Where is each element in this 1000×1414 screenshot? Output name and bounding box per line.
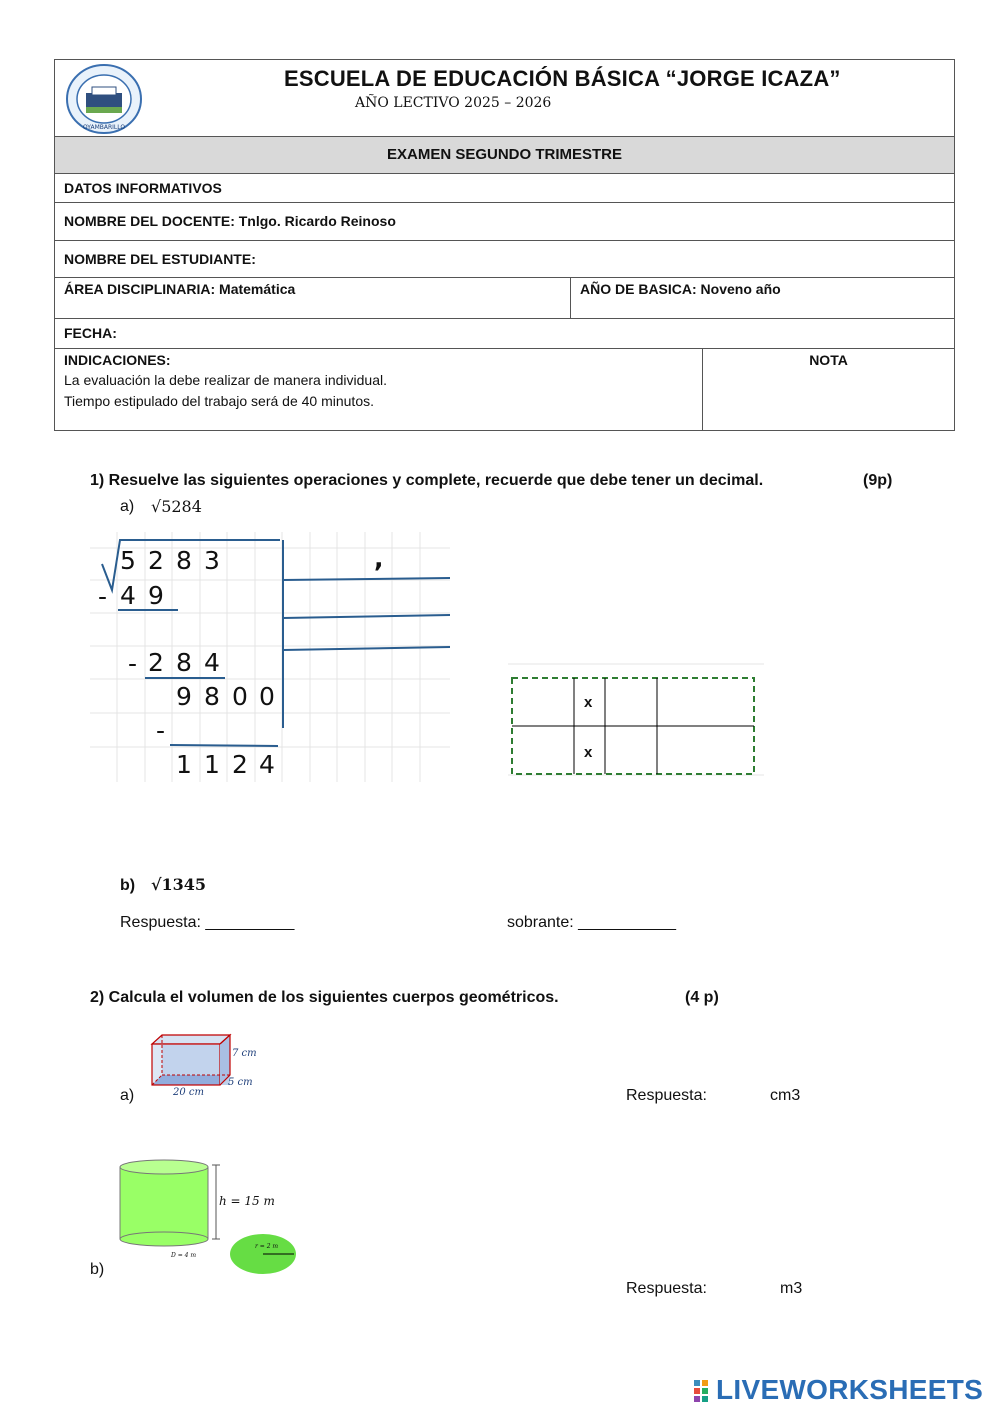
indicacion-1: La evaluación la debe realizar de manera individual.	[64, 372, 387, 388]
estudiante-row	[55, 241, 954, 278]
liveworksheets-logo-icon	[692, 1378, 718, 1404]
docente-row	[55, 203, 954, 241]
remainder-digit: 0	[259, 682, 275, 711]
root-comma: ,	[374, 544, 384, 573]
q2b-respuesta: Respuesta:	[626, 1280, 707, 1297]
q1b-sobrante[interactable]: sobrante: ___________	[507, 914, 677, 931]
sub-digit: 8	[176, 648, 192, 677]
school-logo	[64, 63, 144, 135]
grid-paper	[90, 532, 450, 782]
fecha-row	[55, 319, 954, 349]
radicand-digit: 5	[120, 546, 136, 575]
radicand-digit: 2	[148, 546, 164, 575]
prism-length: 20 cm	[173, 1087, 204, 1098]
result-digit: 2	[232, 750, 248, 779]
area-row	[55, 278, 954, 319]
q1a-label: a)	[120, 498, 135, 515]
q1b-label: b)	[120, 877, 136, 894]
q1b-expression: √1345	[151, 875, 207, 894]
q1-points: (9p)	[863, 472, 893, 489]
q2a-label: a)	[120, 1087, 135, 1104]
multiplication-box	[508, 660, 764, 780]
basica-label: AÑO DE BASICA: Noveno año	[580, 281, 781, 297]
exam-row	[55, 137, 954, 174]
school-year: AÑO LECTIVO 2025 – 2026	[355, 95, 552, 111]
prism-drawing	[140, 1030, 270, 1102]
sub-digit: 9	[148, 581, 164, 610]
prism-depth: 5 cm	[228, 1077, 253, 1088]
cylinder-figure	[115, 1155, 305, 1280]
minus-sign: -	[156, 716, 166, 745]
sqrt-work-area	[90, 532, 450, 782]
cell-divider	[570, 278, 571, 319]
radicand-digit: 8	[176, 546, 192, 575]
prism-figure	[140, 1030, 270, 1102]
cylinder-drawing	[115, 1155, 305, 1280]
mult-grid	[508, 660, 764, 780]
indicacion-2: Tiempo estipulado del trabajo será de 40 minutos.	[64, 393, 374, 409]
mult-x-2: x	[584, 744, 593, 761]
datos-label: DATOS INFORMATIVOS	[64, 180, 222, 196]
cylinder-diameter: D = 4 m	[171, 1252, 197, 1259]
radicand-digit: 3	[204, 546, 220, 575]
logo-text: OYAMBARILLO	[82, 124, 126, 131]
q2a-unit: cm3	[770, 1087, 801, 1104]
exam-title: EXAMEN SEGUNDO TRIMESTRE	[386, 146, 623, 163]
footer-brand	[692, 1376, 992, 1406]
q1a-expression: √5284	[151, 497, 202, 516]
q2b-unit: m3	[780, 1280, 803, 1297]
prism-height: 7 cm	[232, 1048, 257, 1059]
minus-sign: -	[98, 582, 108, 611]
datos-row	[55, 174, 954, 203]
brand-text: LIVEWORKSHEETS	[716, 1374, 984, 1405]
nota-label: NOTA	[809, 352, 848, 368]
header-table	[54, 59, 955, 431]
cylinder-height: h = 15 m	[219, 1194, 275, 1208]
cylinder-radius: r = 2 m	[255, 1243, 279, 1250]
q1-title: 1) Resuelve las siguientes operaciones y complete, recuerde que debe tener un decimal.	[90, 472, 764, 489]
q2-title: 2) Calcula el volumen de los siguientes cuerpos geométricos.	[90, 989, 559, 1006]
result-digit: 1	[176, 750, 192, 779]
docente-label: NOMBRE DEL DOCENTE: Tnlgo. Ricardo Reinoso	[64, 213, 396, 229]
fecha-label: FECHA:	[64, 325, 117, 341]
result-digit: 1	[204, 750, 220, 779]
result-digit: 4	[259, 750, 275, 779]
mult-x-1: x	[584, 694, 593, 711]
title-row	[55, 60, 954, 137]
minus-sign: -	[128, 649, 138, 678]
sub-digit: 4	[204, 648, 220, 677]
q2-points: (4 p)	[685, 989, 719, 1006]
sub-digit: 4	[120, 581, 136, 610]
area-label: ÁREA DISCIPLINARIA: Matemática	[64, 281, 296, 297]
indicaciones-title: INDICACIONES:	[64, 352, 171, 368]
remainder-digit: 8	[204, 682, 220, 711]
remainder-digit: 0	[232, 682, 248, 711]
estudiante-label: NOMBRE DEL ESTUDIANTE:	[64, 251, 256, 267]
q2b-label: b)	[90, 1261, 105, 1278]
sub-digit: 2	[148, 648, 164, 677]
q1b-respuesta[interactable]: Respuesta: __________	[120, 914, 295, 931]
school-title: ESCUELA DE EDUCACIÓN BÁSICA “JORGE ICAZA”	[284, 66, 841, 91]
remainder-digit: 9	[176, 682, 192, 711]
q2a-respuesta: Respuesta:	[626, 1087, 707, 1104]
indicaciones-row	[55, 349, 954, 430]
